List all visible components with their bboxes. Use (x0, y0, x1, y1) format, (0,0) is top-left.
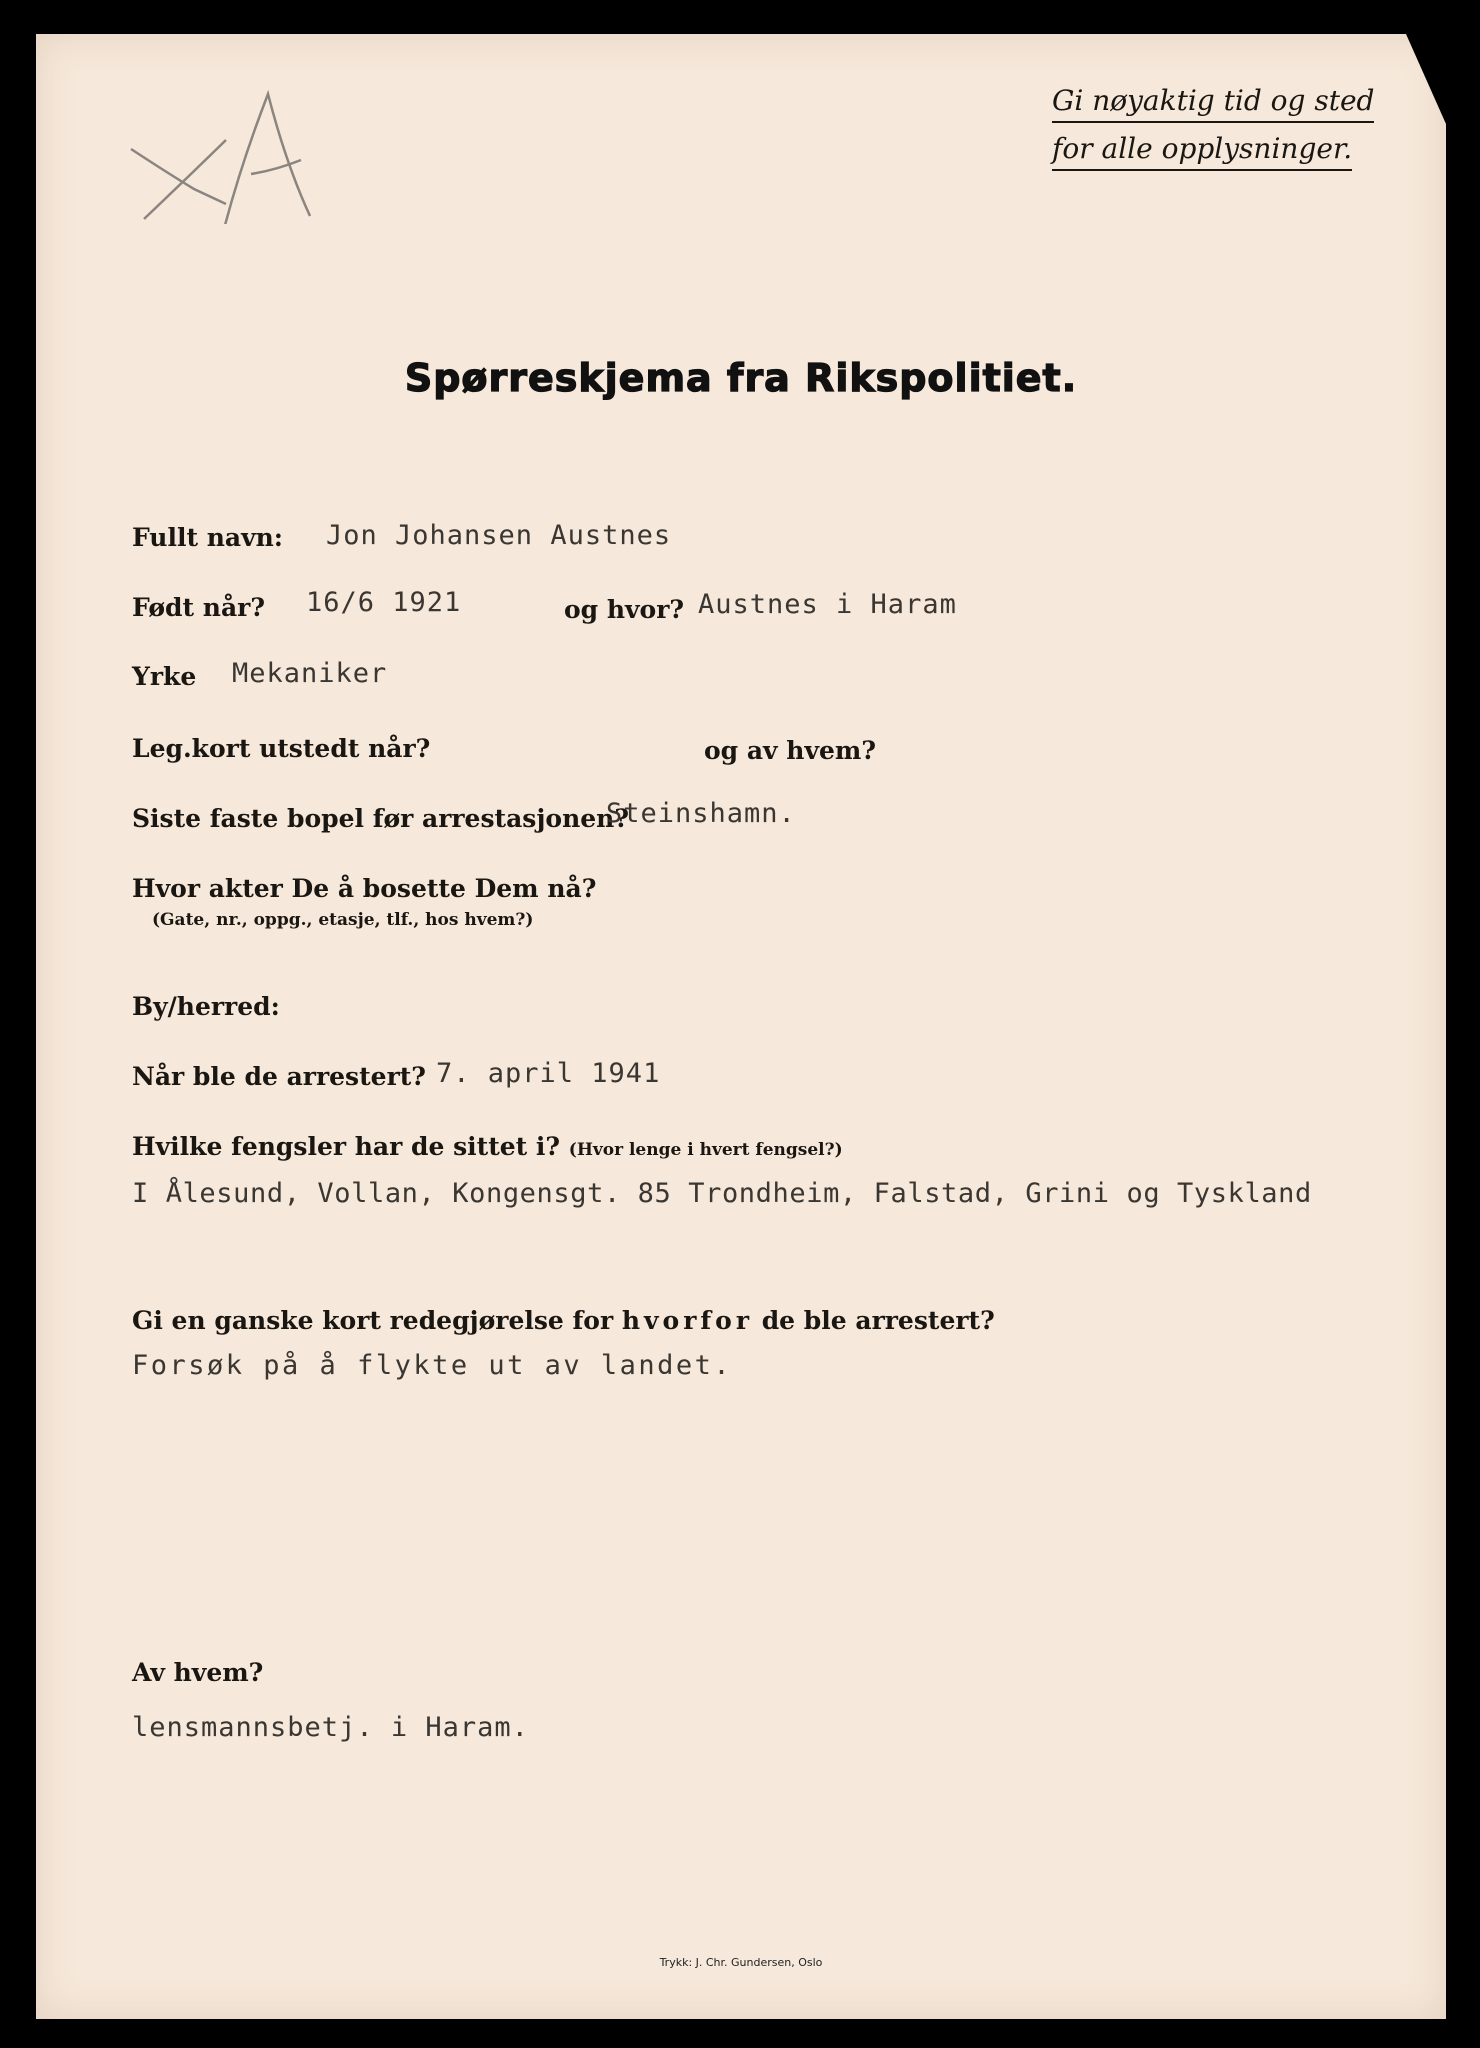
born-when-label: Født når? (132, 593, 265, 622)
handwritten-marks (96, 54, 356, 224)
born-where-label: og hvor? (564, 595, 685, 624)
occupation-label: Yrke (132, 662, 197, 691)
prisons-label-text: Hvilke fengsler har de sittet i? (132, 1132, 561, 1161)
form-title: Spørreskjema fra Rikspolitiet. (404, 356, 1078, 400)
last-residence-label: Siste faste bopel før arrestasjonen? (132, 804, 629, 833)
prisons-hint: (Hvor lenge i hvert fengsel?) (568, 1140, 843, 1160)
prisons-label (132, 1132, 843, 1161)
torn-corner (1406, 34, 1446, 124)
reason-label-emphasis: hvorfor (621, 1306, 753, 1335)
arrested-when-value: 7. april 1941 (436, 1058, 661, 1089)
born-where-value: Austnes i Haram (698, 589, 957, 620)
reason-label-pre: Gi en ganske kort redegjørelse for (132, 1306, 622, 1335)
by-whom-value: lensmannsbetj. i Haram. (132, 1712, 529, 1743)
settle-hint: (Gate, nr., oppg., etasje, tlf., hos hvem?) (152, 910, 534, 930)
settle-label: Hvor akter De å bosette Dem nå? (132, 874, 597, 903)
id-card-by-label: og av hvem? (704, 736, 876, 765)
prisons-value: I Ålesund, Vollan, Kongensgt. 85 Trondheim, Falstad, Grini og Tyskland (132, 1178, 1312, 1209)
id-card-when-label: Leg.kort utstedt når? (132, 734, 431, 763)
reason-label-post: de ble arrestert? (753, 1306, 995, 1335)
full-name-label: Fullt navn: (132, 523, 284, 552)
arrested-when-label: Når ble de arrestert? (132, 1062, 426, 1091)
town-label: By/herred: (132, 992, 280, 1021)
last-residence-value: Steinshamn. (606, 798, 796, 829)
margin-note-line1: Gi nøyaktig tid og sted (1052, 84, 1374, 123)
margin-note-line2: for alle opplysninger. (1052, 132, 1352, 171)
full-name-value: Jon Johansen Austnes (326, 520, 672, 551)
by-whom-label: Av hvem? (132, 1658, 264, 1687)
reason-value: Forsøk på å flykte ut av landet. (132, 1350, 733, 1381)
printer-imprint: Trykk: J. Chr. Gundersen, Oslo (659, 1956, 823, 1969)
occupation-value: Mekaniker (232, 658, 388, 689)
reason-label (132, 1306, 995, 1335)
born-when-value: 16/6 1921 (306, 587, 462, 618)
form-page (36, 34, 1446, 2019)
